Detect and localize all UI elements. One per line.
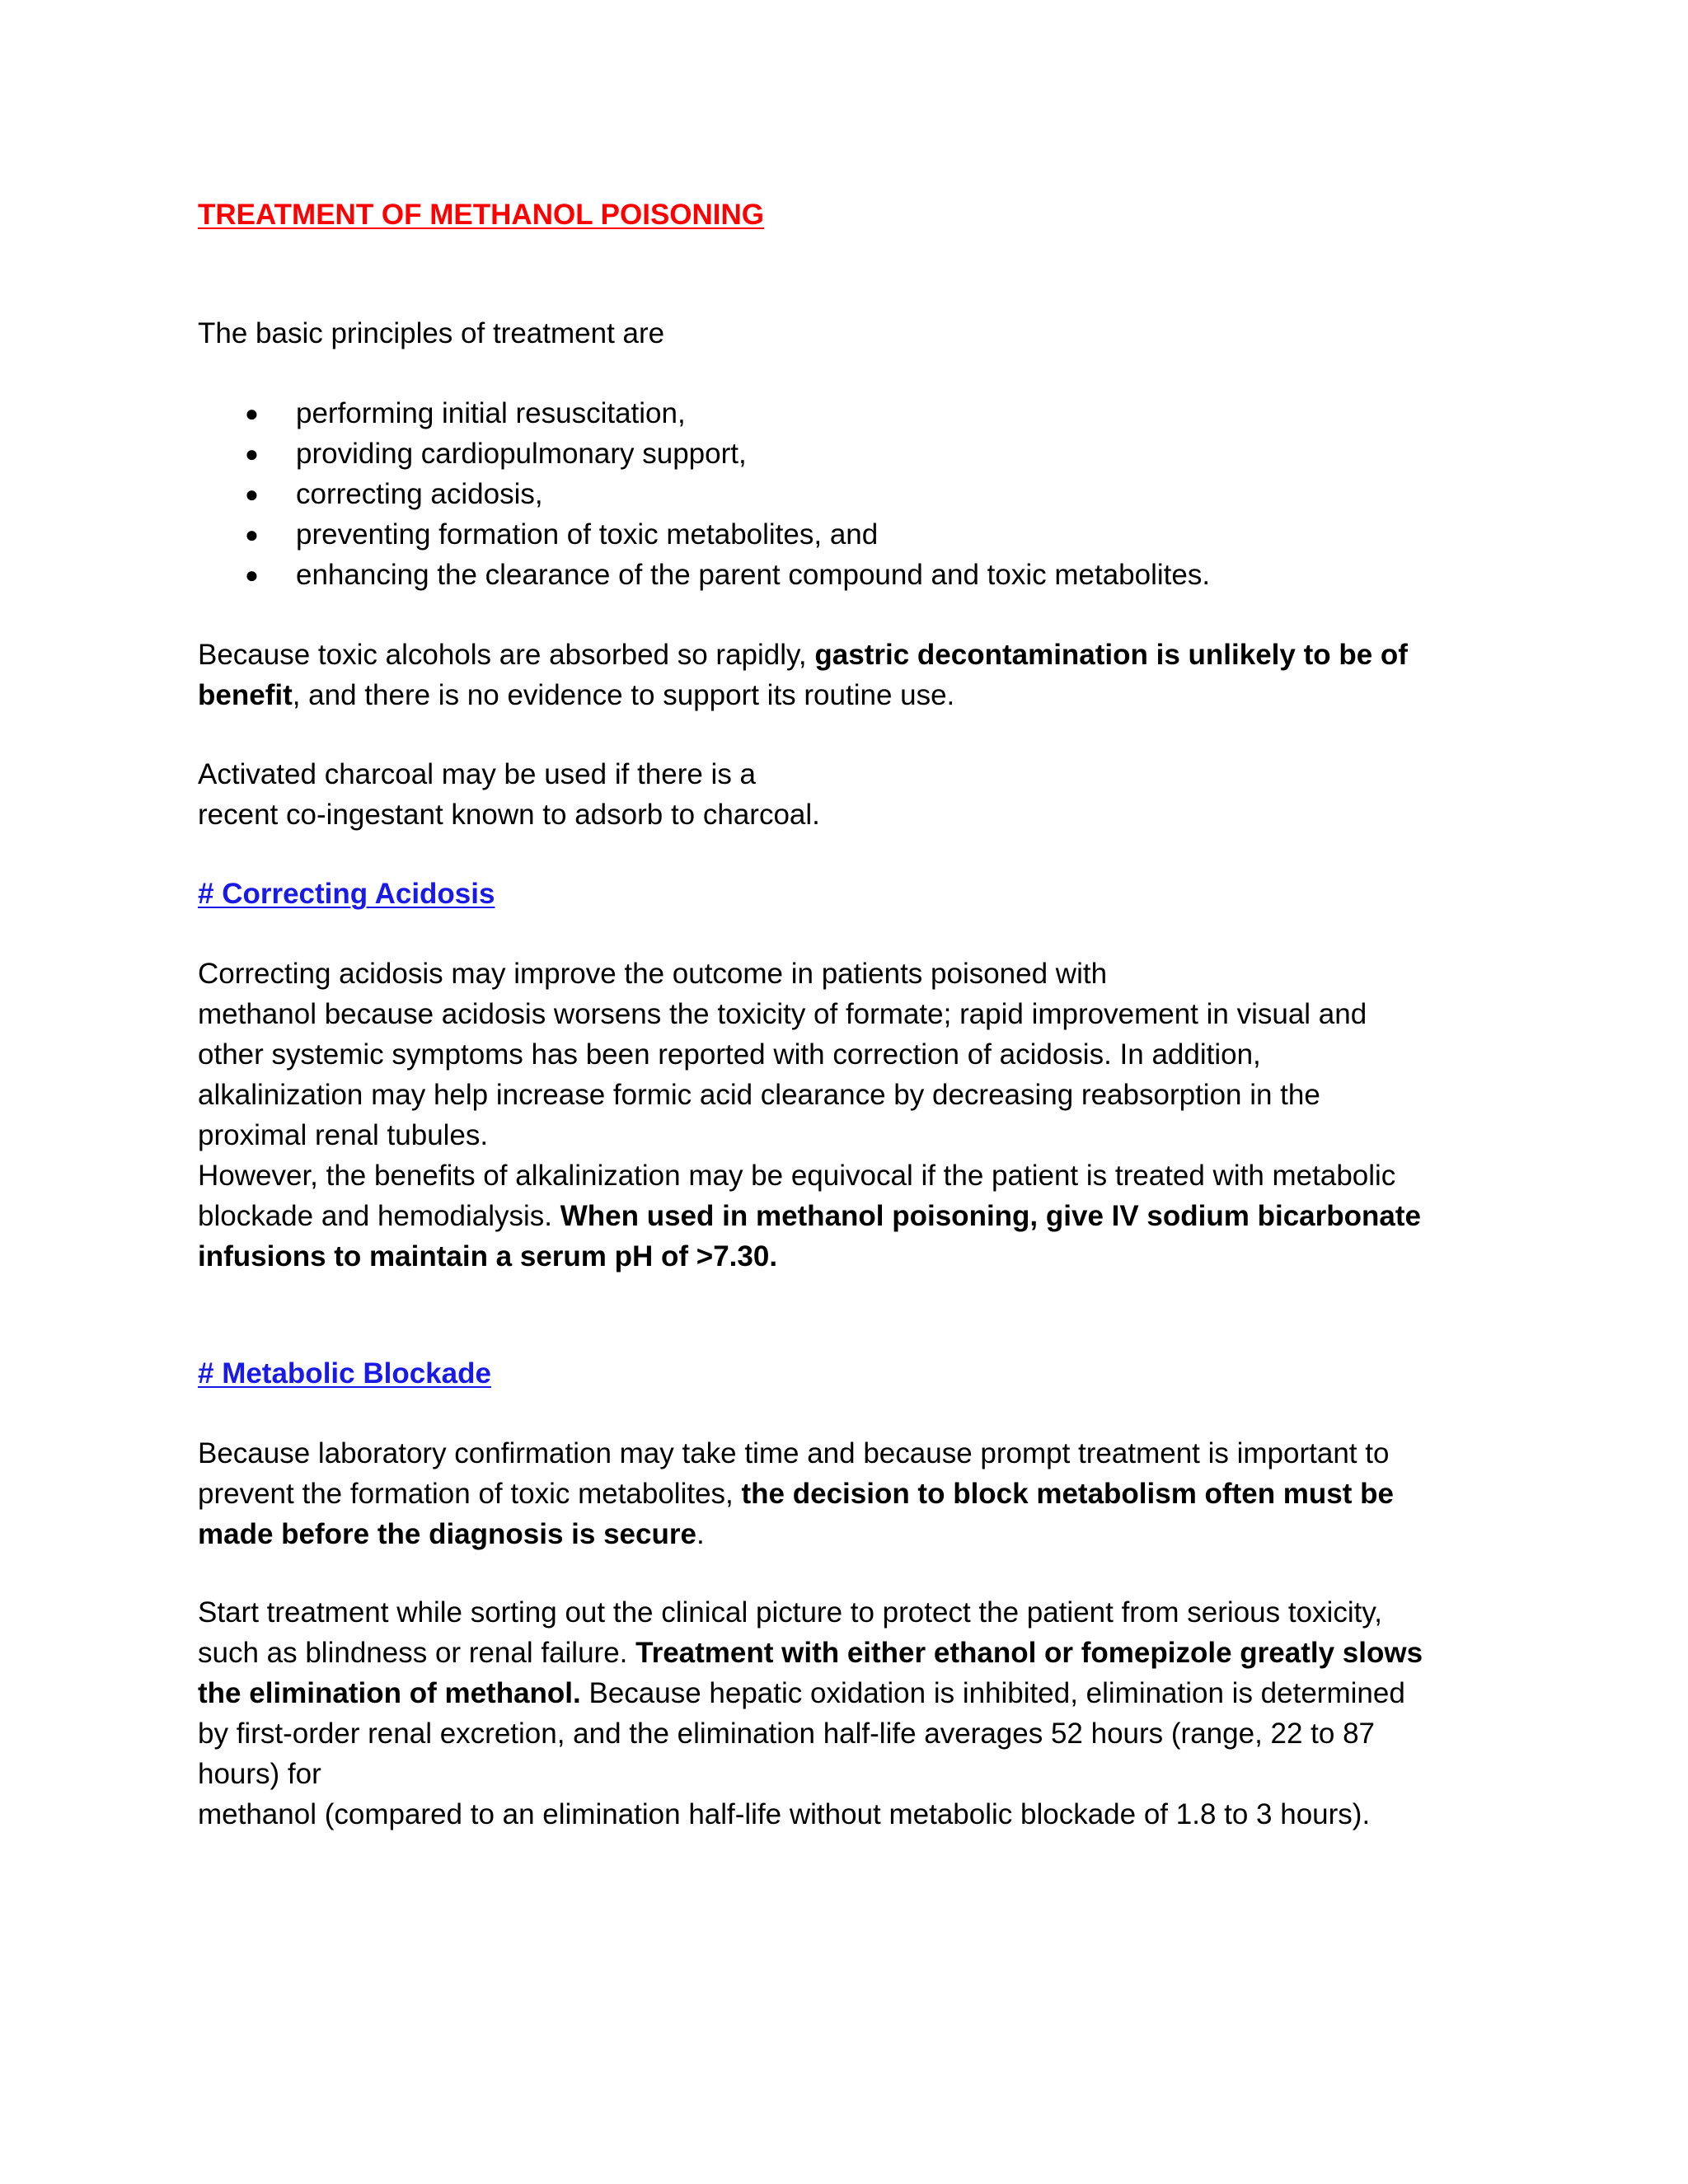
decontamination-paragraph [198, 635, 1492, 715]
list-item-text: providing cardiopulmonary support, [296, 438, 747, 470]
list-item [0, 474, 1688, 514]
emphasis-text: gastric decontamination is unlikely to be of [814, 639, 1408, 671]
list-item [0, 514, 1688, 555]
principles-list [0, 393, 1688, 595]
paragraph-line: alkalinization may help increase formic acid clearance by decreasing reabsorption in the [198, 1079, 1320, 1111]
intro-paragraph [198, 313, 1492, 354]
paragraph-line [198, 635, 1492, 675]
bullet-icon: ● [245, 441, 259, 466]
paragraph-line: by first-order renal excretion, and the elimination half-life averages 52 hours (range, 22 to 87 [198, 1718, 1376, 1750]
paragraph-line: infusions to maintain a serum pH of >7.30. [198, 1240, 778, 1272]
emphasis-text: When used in methanol poisoning, give IV sodium bicarbonate [560, 1200, 1421, 1232]
emphasis-text: made before the diagnosis is secure [198, 1518, 696, 1550]
paragraph-line [198, 675, 1492, 715]
emphasis-text: benefit [198, 679, 293, 711]
text-run: . [696, 1518, 705, 1550]
text-run: Because toxic alcohols are absorbed so rapidly, [198, 639, 815, 671]
emphasis-text: Treatment with either ethanol or fomepizole greatly slows [635, 1637, 1423, 1669]
text-run: blockade and hemodialysis. [198, 1200, 560, 1232]
text-run: Because hepatic oxidation is inhibited, elimination is determined [580, 1677, 1405, 1709]
list-item [0, 555, 1688, 595]
list-item-text: preventing formation of toxic metabolites, and [296, 518, 879, 551]
paragraph-line: Correcting acidosis may improve the outcome in patients poisoned with [198, 958, 1108, 990]
blockade-paragraph-2 [198, 1592, 1492, 1835]
emphasis-text: the elimination of methanol. [198, 1677, 581, 1709]
paragraph-line: Activated charcoal may be used if there is a [198, 758, 757, 790]
text-run: such as blindness or renal failure. [198, 1637, 636, 1669]
bullet-icon: ● [245, 522, 259, 547]
paragraph-line: hours) for [198, 1758, 321, 1790]
bullet-icon: ● [245, 481, 259, 507]
paragraph-line [198, 1196, 1492, 1236]
text-run: , and there is no evidence to support its routine use. [292, 679, 955, 711]
heading-metabolic-blockade[interactable]: # Metabolic Blockade [198, 1357, 491, 1390]
intro-text: The basic principles of treatment are [198, 317, 665, 349]
paragraph-line [198, 1673, 1492, 1713]
paragraph-line: Because laboratory confirmation may take time and because prompt treatment is important to [198, 1437, 1390, 1469]
bullet-icon: ● [245, 401, 259, 426]
paragraph-line: other systemic symptoms has been reported with correction of acidosis. In addition, [198, 1038, 1261, 1071]
charcoal-paragraph [198, 754, 1492, 835]
list-item [0, 434, 1688, 474]
paragraph-line [198, 1474, 1492, 1514]
paragraph-line: methanol (compared to an elimination half-life without metabolic blockade of 1.8 to 3 hours). [198, 1798, 1371, 1830]
emphasis-text: the decision to block metabolism often must be [741, 1478, 1394, 1510]
paragraph-line: methanol because acidosis worsens the toxicity of formate; rapid improvement in visual and [198, 998, 1367, 1030]
text-run: prevent the formation of toxic metabolites, [198, 1478, 742, 1510]
list-item-text: performing initial resuscitation, [296, 397, 686, 429]
heading-correcting-acidosis[interactable]: # Correcting Acidosis [198, 878, 495, 910]
list-item-text: enhancing the clearance of the parent compound and toxic metabolites. [296, 559, 1211, 591]
paragraph-line [198, 1514, 1492, 1554]
paragraph-line: Start treatment while sorting out the clinical picture to protect the patient from serious toxicity, [198, 1596, 1382, 1629]
acidosis-paragraph [198, 954, 1492, 1277]
document-title: TREATMENT OF METHANOL POISONING [198, 199, 765, 231]
paragraph-line: recent co-ingestant known to adsorb to charcoal. [198, 799, 820, 831]
blockade-paragraph-1 [198, 1433, 1492, 1554]
paragraph-line: proximal renal tubules. [198, 1119, 489, 1151]
list-item-text: correcting acidosis, [296, 478, 543, 510]
bullet-icon: ● [245, 562, 259, 588]
list-item [0, 393, 1688, 434]
paragraph-line: However, the benefits of alkalinization may be equivocal if the patient is treated with metabolic [198, 1160, 1396, 1192]
paragraph-line [198, 1633, 1492, 1673]
